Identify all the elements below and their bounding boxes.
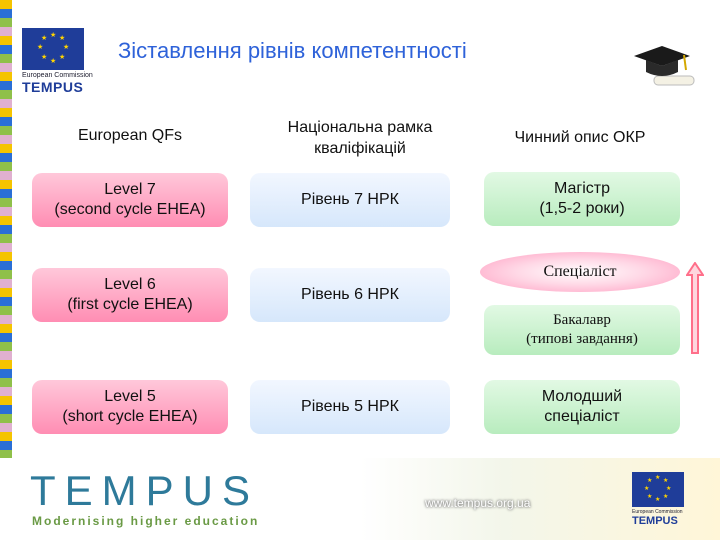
level6-box <box>32 268 228 322</box>
okr-magister-line1: Магістр <box>553 180 611 197</box>
header-national-framework-line1: Національна рамка <box>287 119 433 136</box>
nrk6-text: Рівень 6 НРК <box>301 286 399 303</box>
specialist-ellipse <box>480 252 680 292</box>
level5-line1: Level 5 <box>104 388 156 405</box>
eu-tempus-logo <box>22 28 93 98</box>
specialist-text: Спеціаліст <box>543 263 617 280</box>
footer-tagline: Modernising higher education <box>32 514 260 528</box>
footer-logo-commission-text: European Commission <box>632 509 683 515</box>
bachelor-line1: Бакалавр <box>553 312 611 328</box>
header-european-qfs <box>40 125 220 146</box>
eu-flag-icon: ★ ★ ★ ★ ★ ★ ★ ★ <box>22 28 84 70</box>
level6-line2: (first cycle EHEA) <box>67 296 193 313</box>
bachelor-line2: (типові завдання) <box>526 331 638 347</box>
footer-url-link[interactable]: www.tempus.org.ua <box>425 496 531 510</box>
nrk6-box <box>250 268 450 322</box>
header-current-okr <box>480 127 680 148</box>
bachelor-box <box>484 305 680 355</box>
graduation-cap-icon <box>632 40 702 95</box>
decorative-stripe <box>0 0 12 458</box>
header-european-qfs-text: European QFs <box>77 127 183 144</box>
okr-junior-specialist-box <box>484 380 680 434</box>
logo-tempus-text: TEMPUS <box>22 79 84 95</box>
header-national-framework-line2: кваліфікацій <box>314 140 406 157</box>
level5-line2: (short cycle EHEA) <box>62 408 198 425</box>
footer-tempus-brand: TEMPUS <box>30 467 260 514</box>
logo-commission-text: European Commission <box>22 72 93 79</box>
level5-box <box>32 380 228 434</box>
header-current-okr-text: Чинний опис ОКР <box>514 129 646 146</box>
okr-junior-line2: спеціаліст <box>544 408 620 425</box>
okr-magister-box <box>484 172 680 226</box>
footer-eu-tempus-logo <box>632 472 690 532</box>
level7-box <box>32 173 228 227</box>
nrk7-text: Рівень 7 НРК <box>301 191 399 208</box>
footer-logo-tempus-text: TEMPUS <box>632 515 678 527</box>
nrk5-box <box>250 380 450 434</box>
header-national-framework <box>250 117 470 159</box>
level7-line1: Level 7 <box>104 181 156 198</box>
up-arrow-icon <box>686 262 704 354</box>
level6-line1: Level 6 <box>104 276 156 293</box>
nrk5-text: Рівень 5 НРК <box>301 398 399 415</box>
footer-eu-flag-icon: ★ ★ ★ ★ ★ ★ ★ ★ <box>632 472 684 507</box>
okr-junior-line1: Молодший <box>541 388 623 405</box>
okr-magister-line2: (1,5-2 роки) <box>539 200 625 217</box>
level7-line2: (second cycle EHEA) <box>54 201 206 218</box>
page-title: Зіставлення рівнів компетентності <box>118 38 467 63</box>
nrk7-box <box>250 173 450 227</box>
